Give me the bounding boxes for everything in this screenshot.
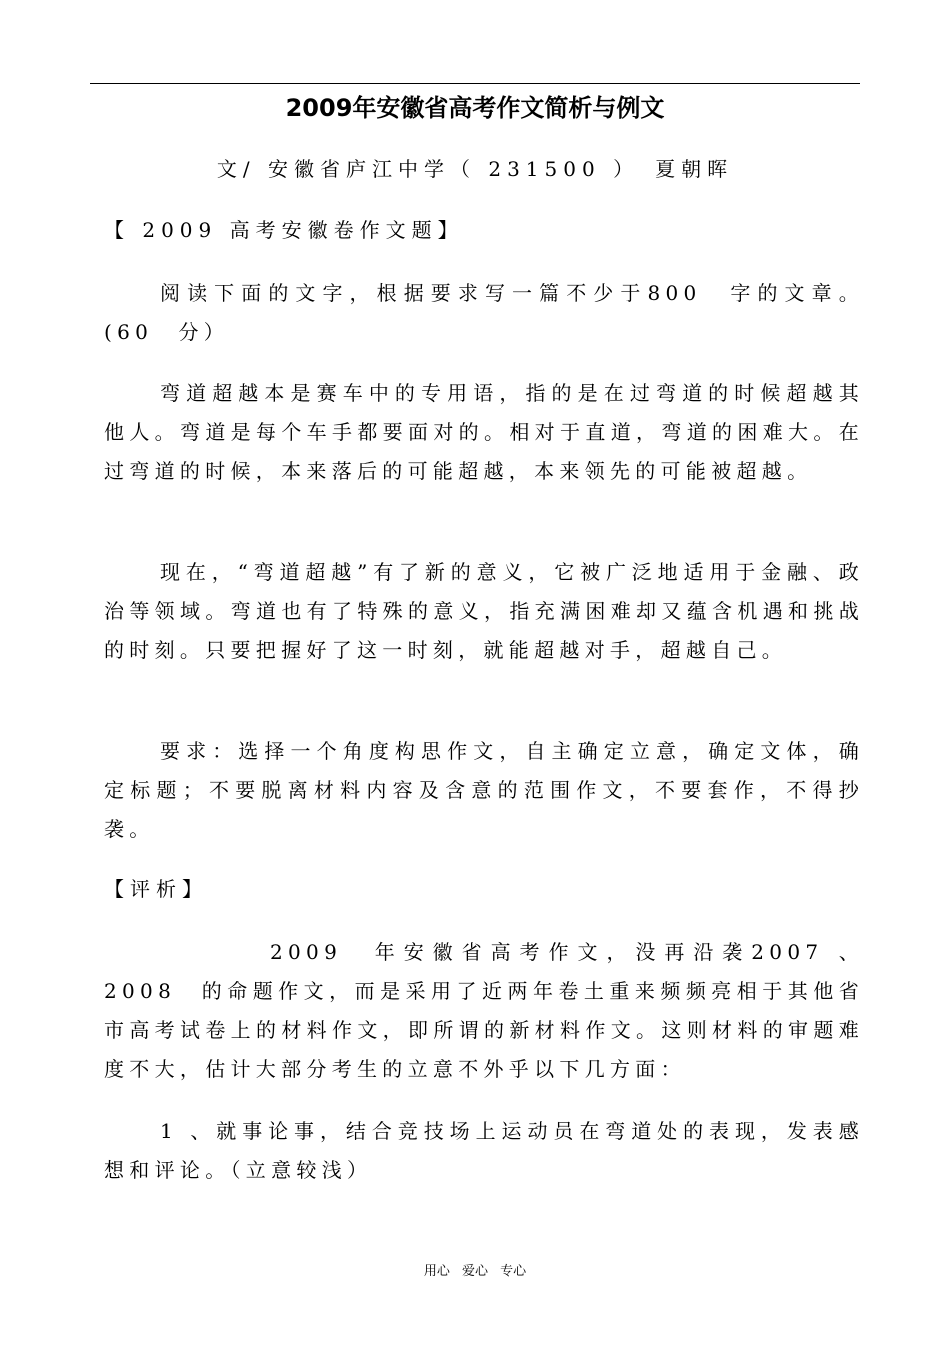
section-heading-analysis: 【评析】 xyxy=(104,877,208,901)
section-heading-exam-question: 【 2009 高考安徽卷作文题】 xyxy=(104,218,464,242)
material-paragraph-2: 现在，“弯道超越”有了新的意义，它被广泛地适用于金融、政治等领域。弯道也有了特殊的意义，指充满困难却又蕴含机遇和挑战的时刻。只要把握好了这一时刻，就能超越对手，超越自己。 xyxy=(104,560,864,662)
requirements-paragraph: 要求：选择一个角度构思作文，自主确定立意，确定文体，确定标题；不要脱离材料内容及含意的范围作文，不要套作，不得抄袭。 xyxy=(104,739,864,841)
header-rule xyxy=(90,83,860,84)
document-title: 2009年安徽省高考作文简析与例文 xyxy=(285,94,665,122)
author-line: 文/ 安徽省庐江中学（ 231500 ） 夏朝晖 xyxy=(216,157,734,181)
analysis-paragraph-1: 2009 年安徽省高考作文，没再沿袭2007 、2008 的命题作文，而是采用了近两年卷土重来频频亮相于其他省市高考试卷上的材料作文，即所谓的新材料作文。这则材料的审题难度不大，估计大部分考生的立意不外乎以下几方面： xyxy=(104,940,864,1081)
analysis-paragraph-2: 1 、就事论事，结合竞技场上运动员在弯道处的表现，发表感想和评论。（立意较浅） xyxy=(104,1119,864,1182)
page-footer: 用心 爱心 专心 xyxy=(423,1264,527,1279)
material-paragraph-1: 弯道超越本是赛车中的专用语，指的是在过弯道的时候超越其他人。弯道是每个车手都要面对的。相对于直道，弯道的困难大。在过弯道的时候，本来落后的可能超越，本来领先的可能被超越。 xyxy=(104,381,864,483)
prompt-intro-paragraph: 阅读下面的文字，根据要求写一篇不少于800 字的文章。(60 分） xyxy=(104,281,864,344)
